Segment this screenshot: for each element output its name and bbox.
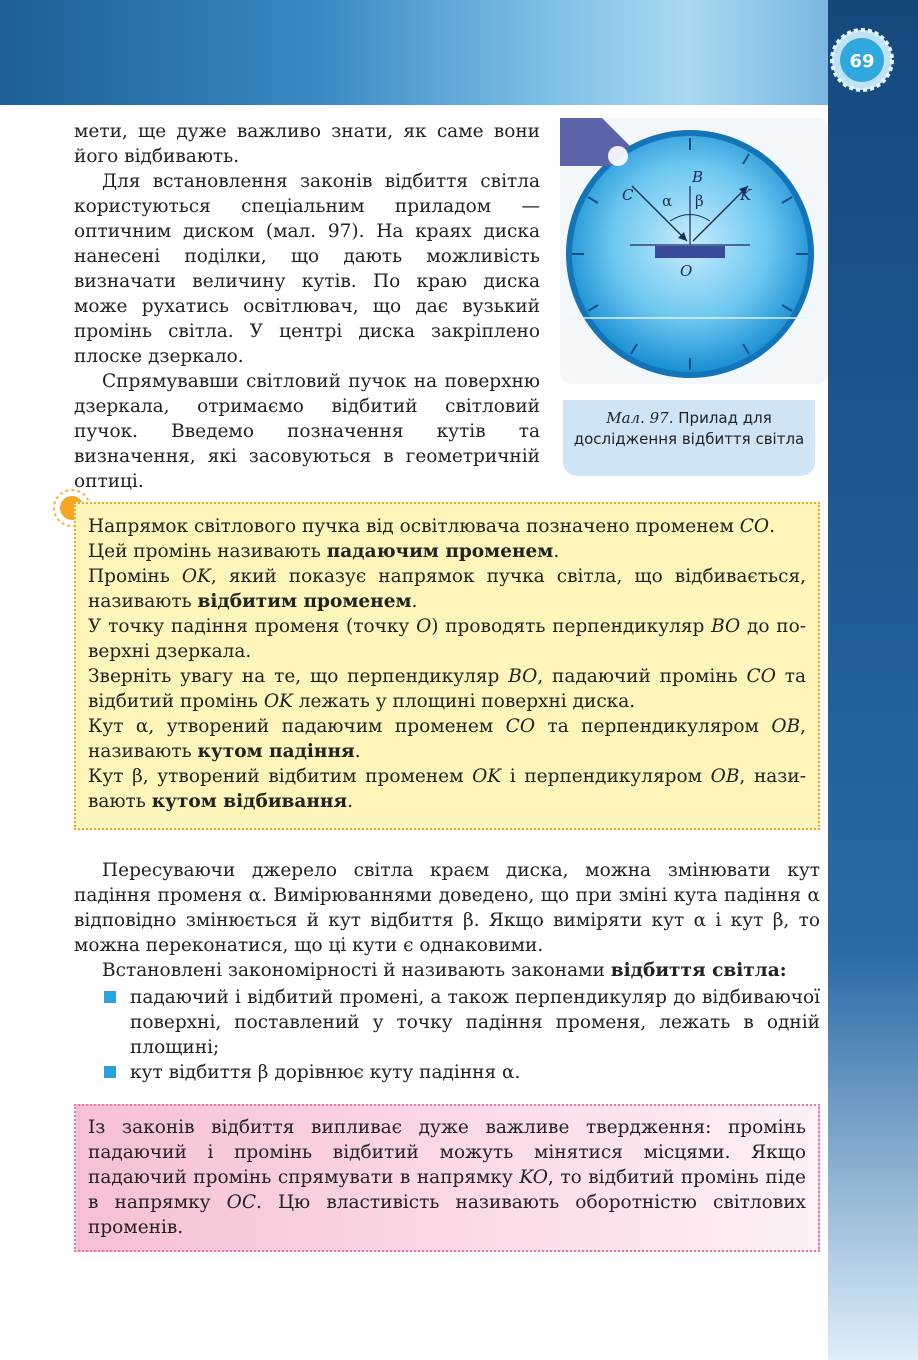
label-b: B [692, 168, 704, 186]
intro-paragraph-2: Для встановлення законів відбиття світла користуються спеціальним приладом — оптичним диском (мал. 97). На краях диска нанесені поділки, що дають можливість визначати величину кутів. По краю диска може рухатись освітлювач, що дає вузький промінь світла. У центрі диска закріплено плоске дзеркало. [74, 171, 540, 367]
figure-97 [560, 118, 828, 384]
intro-paragraph-3: Спрямувавши світловий пучок на поверхню дзеркала, отримаємо відбитий світловий пучок. Введемо позначення кутів та визначення, які засовуються в геометричній оптиці. [74, 371, 540, 492]
def-line-12: вають кутом відбивання. [88, 791, 354, 812]
caption-text: Прилад для дослідження відбиття світла [573, 409, 805, 448]
bullet-marker-1 [104, 991, 116, 1003]
law-2: кут відбиття β дорівнює куту падіння α. [130, 1062, 521, 1083]
def-line-4: називають відбитим променем. [88, 591, 418, 612]
def-line-11: Кут β, утворений відбитим променем OK і перпендикуляром OB, нази- [88, 766, 806, 787]
definitions-box [74, 502, 820, 830]
page-number: 69 [849, 51, 875, 72]
intro-text [74, 119, 540, 494]
label-o: O [680, 262, 693, 280]
def-line-9: Кут α, утворений падаючим променем CO та перпендикуляром OB, [88, 716, 806, 737]
body-text [74, 858, 820, 983]
caption-number: Мал. 97. [606, 409, 674, 427]
label-c: C [622, 186, 634, 204]
def-line-5: У точку падіння променя (точку O) проводять перпендикуляр BO до по- [88, 616, 806, 637]
def-line-8: відбитий промінь OK лежать у площині поверхні диска. [88, 691, 636, 712]
label-alpha: α [662, 192, 673, 210]
body-paragraph-1: Пересуваючи джерело світла краєм диска, можна змінювати кут падіння променя α. Вимірюваннями доведено, що при зміні кута падіння α відповідно змінюється й кут відбиття β. Якщо виміряти кут α і кут β, то можна переконатися, що ці кути є однаковими. [74, 860, 820, 956]
intro-paragraph-1: мети, ще дуже важливо знати, як саме вони його відбивають. [74, 121, 540, 167]
side-decoration [828, 0, 918, 1360]
def-line-7: Зверніть увагу на те, що перпендикуляр BO, падаючий промінь CO та [88, 666, 806, 687]
def-line-10: називають кутом падіння. [88, 741, 361, 762]
def-line-2: Цей промінь називають падаючим променем. [88, 541, 560, 562]
label-k: K [740, 186, 752, 204]
bullet-marker-2 [104, 1066, 116, 1078]
def-line-3: Промінь OK, який показує напрямок пучка світла, що відбивається, [88, 566, 807, 587]
reversibility-note-box [74, 1104, 820, 1252]
def-line-6: верхні дзеркала. [88, 641, 252, 662]
def-line-1: Напрямок світлового пучка від освітлювача позначено променем CO. [88, 516, 775, 537]
note-text: Із законів відбиття випливає дуже важливе твердження: промінь падаючий і промінь відбитий можуть мінятися місцями. Якщо падаючий промінь спрямувати в напрямку KO, то відбитий промінь піде в напрямку OC. Цю властивість називають оборотністю світлових променів. [88, 1117, 806, 1238]
page-number-gear-icon [830, 28, 894, 92]
label-beta: β [695, 192, 704, 210]
header-banner [0, 0, 918, 105]
law-1: падаючий і відбитий промені, а також перпендикуляр до відбиваючої поверхні, поставлений у точку падіння променя, лежать в одній площині; [130, 987, 820, 1058]
optical-disk-illustration [560, 118, 828, 384]
figure-caption [563, 400, 815, 476]
body-paragraph-2: Встановлені закономірності й називають законами відбиття світла: [102, 960, 787, 981]
